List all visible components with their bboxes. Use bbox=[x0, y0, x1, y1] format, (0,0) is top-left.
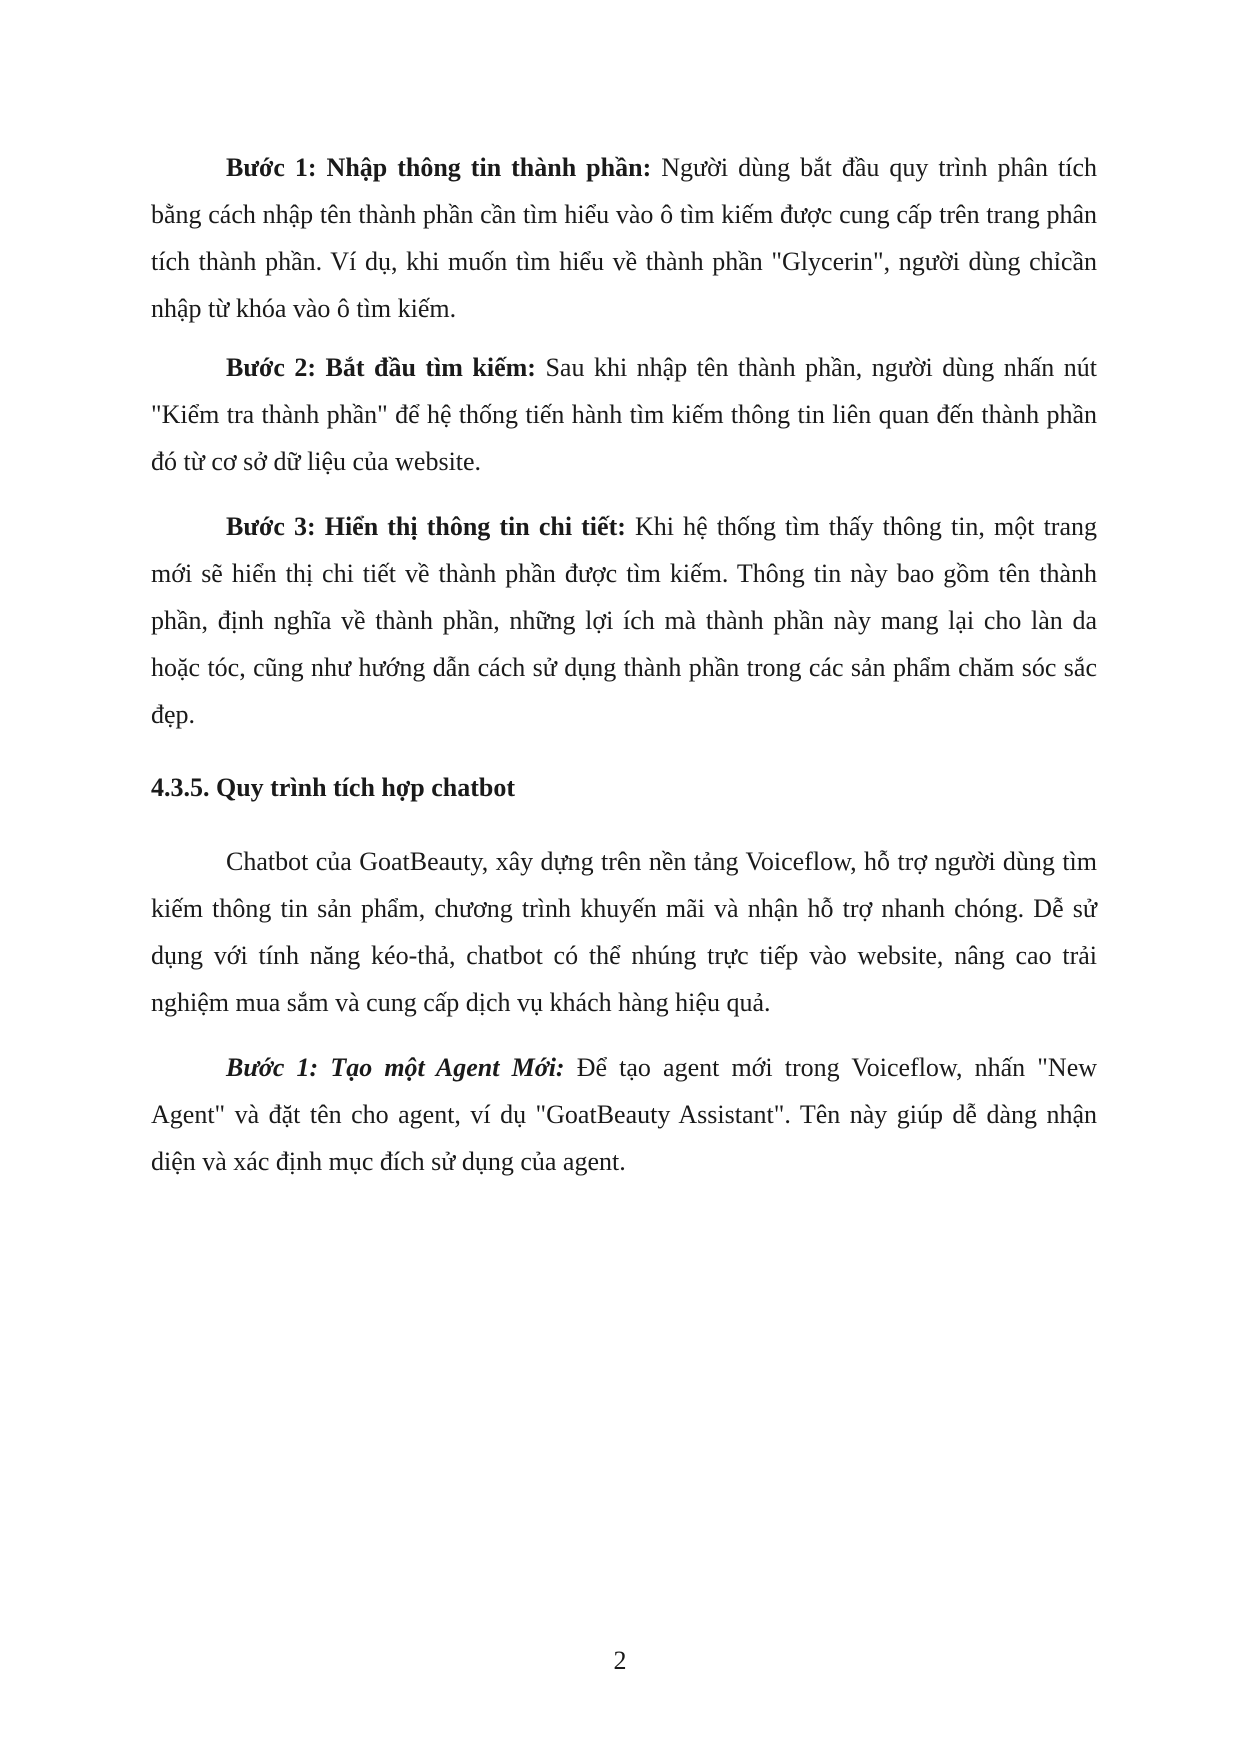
chatbot-step-1-lead: Bước 1: Tạo một Agent Mới: bbox=[226, 1053, 565, 1082]
page-number: 2 bbox=[613, 1646, 627, 1675]
step-2-body: Sau khi nhập tên thành phần, người dùng nhấn nút "Kiểm tra thành phần" để hệ thống tiến hành tìm kiếm thông tin liên quan đến thành phần đó từ cơ sở dữ liệu của website. bbox=[151, 353, 1097, 476]
step-1-lead: Bước 1: Nhập thông tin thành phần: bbox=[226, 153, 652, 182]
step-1-body: Người dùng bắt đầu quy trình phân tích bằng cách nhập tên thành phần cần tìm hiểu vào ô tìm kiếm được cung cấp trên trang phân tích thành phần. Ví dụ, khi muốn tìm hiểu về thành phần "Glycerin", người dùng chỉcần nhập từ khóa vào ô tìm kiếm. bbox=[151, 153, 1098, 323]
step-3-lead: Bước 3: Hiển thị thông tin chi tiết: bbox=[226, 512, 626, 541]
section-heading: 4.3.5. Quy trình tích hợp chatbot bbox=[151, 773, 515, 802]
step-3-paragraph bbox=[151, 503, 1097, 738]
step-2-paragraph bbox=[151, 344, 1097, 485]
step-2-lead: Bước 2: Bắt đầu tìm kiếm: bbox=[226, 353, 536, 382]
chatbot-intro-text: Chatbot của GoatBeauty, xây dựng trên nền tảng Voiceflow, hỗ trợ người dùng tìm kiếm thông tin sản phẩm, chương trình khuyến mãi và nhận hỗ trợ nhanh chóng. Dễ sử dụng với tính năng kéo-thả, chatbot có thể nhúng trực tiếp vào website, nâng cao trải nghiệm mua sắm và cung cấp dịch vụ khách hàng hiệu quả. bbox=[151, 847, 1097, 1017]
chatbot-intro-paragraph bbox=[151, 838, 1097, 1026]
chatbot-step-1-paragraph bbox=[151, 1044, 1097, 1185]
step-3-body: Khi hệ thống tìm thấy thông tin, một trang mới sẽ hiển thị chi tiết về thành phần được tìm kiếm. Thông tin này bao gồm tên thành phần, định nghĩa về thành phần, những lợi ích mà thành phần này mang lại cho làn da hoặc tóc, cũng như hướng dẫn cách sử dụng thành phần trong các sản phẩm chăm sóc sắc đẹp. bbox=[151, 512, 1097, 729]
step-1-paragraph bbox=[151, 144, 1097, 332]
chatbot-step-1-body: Để tạo agent mới trong Voiceflow, nhấn "New Agent" và đặt tên cho agent, ví dụ "GoatBeauty Assistant". Tên này giúp dễ dàng nhận diện và xác định mục đích sử dụng của agent. bbox=[151, 1053, 1098, 1176]
